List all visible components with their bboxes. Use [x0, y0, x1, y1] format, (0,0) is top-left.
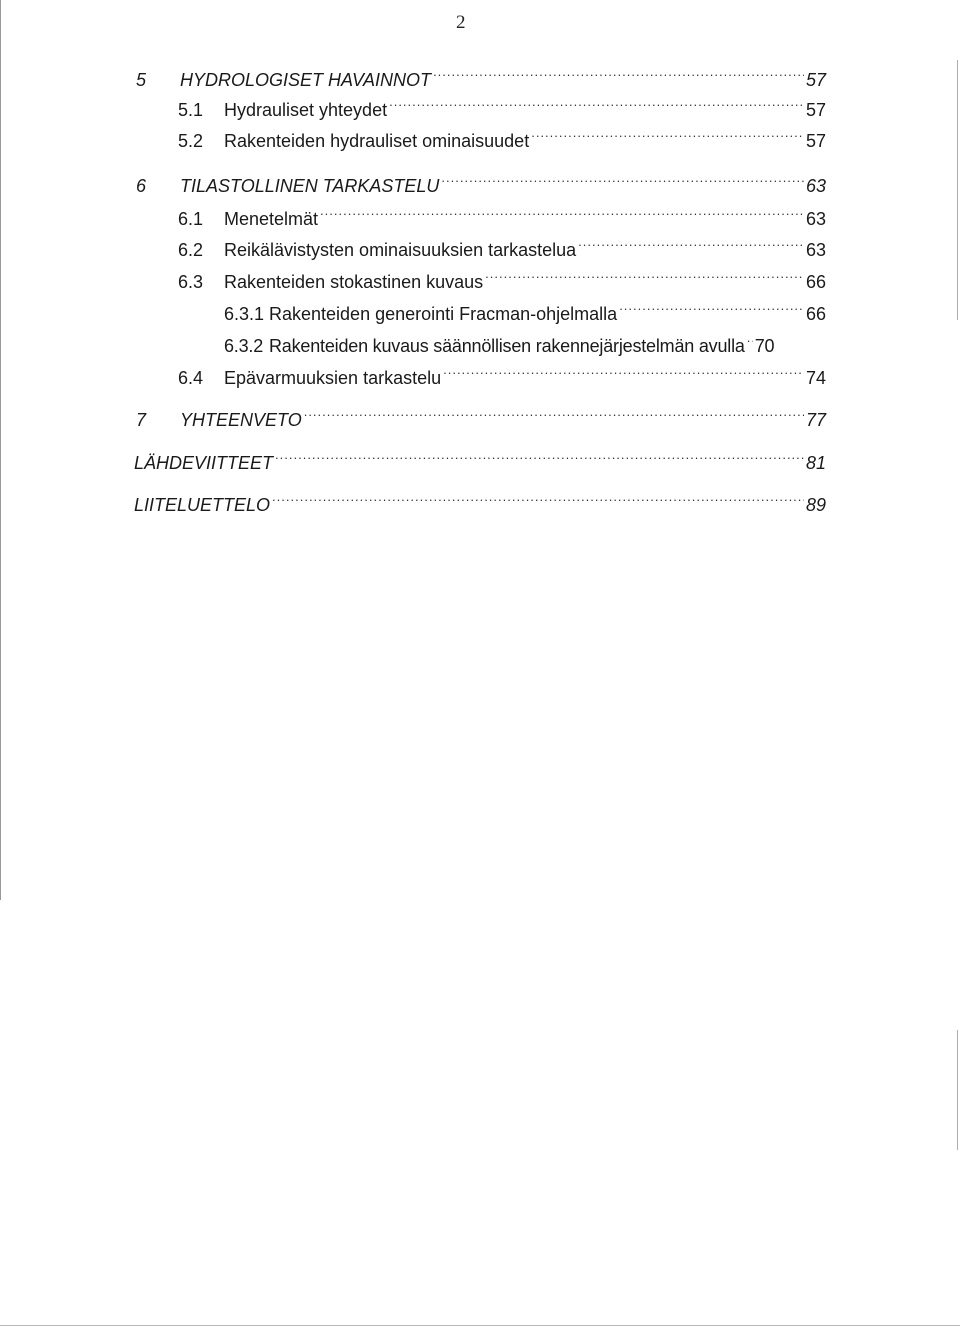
toc-entry-6-3-2[interactable]	[224, 330, 826, 357]
toc-leader-dots	[320, 203, 804, 225]
toc-entry-title: HYDROLOGISET HAVAINNOT	[180, 70, 432, 90]
toc-leader-dots	[747, 330, 753, 352]
toc-entry-number: 6	[136, 176, 147, 196]
toc-entry-title: Rakenteiden kuvaus säännöllisen rakennejärjestelmän avulla	[269, 336, 745, 356]
toc-leader-dots	[531, 125, 804, 147]
toc-entry-title: Menetelmät	[224, 209, 319, 229]
toc-entry-6-3-1[interactable]	[224, 298, 826, 325]
toc-entry-lahdeviitteet[interactable]	[134, 447, 826, 474]
toc-entry-6-2[interactable]	[178, 234, 826, 261]
toc-entry-number: 6.3.2	[224, 336, 264, 356]
toc-entry-page: 57	[805, 131, 826, 151]
toc-entry-6-4[interactable]	[178, 362, 826, 389]
toc-entry-number: 5.1	[178, 100, 204, 120]
toc-entry-title: Rakenteiden stokastinen kuvaus	[224, 272, 484, 292]
toc-leader-dots	[272, 489, 804, 511]
toc-entry-page: 66	[805, 304, 826, 324]
toc-entry-number: 5.2	[178, 131, 204, 151]
toc-entry-number: 6.3	[178, 272, 204, 292]
toc-entry-page: 74	[805, 368, 826, 388]
toc-entry-page: 57	[805, 100, 826, 120]
toc-leader-dots	[578, 234, 804, 256]
toc-entry-page: 70	[754, 336, 775, 356]
toc-entry-6-3[interactable]	[178, 266, 826, 293]
toc-entry-number: 6.3.1	[224, 304, 265, 324]
toc-entry-number: 6.2	[178, 240, 204, 260]
toc-entry-title: LIITELUETTELO	[134, 495, 271, 515]
toc-entry-title: TILASTOLLINEN TARKASTELU	[180, 176, 440, 196]
toc-leader-dots	[304, 404, 804, 426]
toc-entry-title: LÄHDEVIITTEET	[134, 453, 274, 473]
toc-entry-number: 6.4	[178, 368, 204, 388]
toc-entry-title: Rakenteiden hydrauliset ominaisuudet	[224, 131, 530, 151]
toc-leader-dots	[441, 170, 804, 192]
scan-edge-left	[0, 0, 1, 900]
toc-leader-dots	[389, 94, 804, 116]
toc-entry-page: 63	[805, 209, 826, 229]
toc-entry-page: 89	[805, 495, 826, 515]
toc-entry-title: Rakenteiden generointi Fracman-ohjelmalla	[269, 304, 618, 324]
toc-entry-7[interactable]	[136, 404, 826, 431]
scan-edge-right-lower	[957, 1030, 958, 1150]
toc-entry-number: 7	[136, 410, 147, 430]
toc-entry-page: 63	[805, 240, 826, 260]
toc-entry-5[interactable]	[136, 64, 826, 91]
toc-entry-6[interactable]	[136, 170, 826, 197]
toc-leader-dots	[443, 362, 804, 384]
toc-entry-5-2[interactable]	[178, 125, 826, 152]
toc-entry-page: 57	[805, 70, 826, 90]
toc-entry-page: 81	[805, 453, 826, 473]
scan-edge-bottom	[0, 1325, 960, 1326]
toc-entry-title: Epävarmuuksien tarkastelu	[224, 368, 442, 388]
scan-edge-right	[957, 60, 958, 320]
toc-leader-dots	[619, 298, 804, 320]
toc-entry-title: YHTEENVETO	[180, 410, 302, 430]
page-number: 2	[456, 12, 466, 33]
toc-entry-title: Hydrauliset yhteydet	[224, 100, 388, 120]
toc-entry-page: 77	[805, 410, 826, 430]
toc-entry-number: 6.1	[178, 209, 204, 229]
toc-leader-dots	[433, 64, 804, 86]
toc-leader-dots	[485, 266, 804, 288]
toc-entry-page: 66	[805, 272, 826, 292]
toc-leader-dots	[275, 447, 804, 469]
toc-entry-number: 5	[136, 70, 147, 90]
toc-entry-page: 63	[805, 176, 826, 196]
toc-entry-6-1[interactable]	[178, 203, 826, 230]
toc-entry-5-1[interactable]	[178, 94, 826, 121]
toc-entry-title: Reikälävistysten ominaisuuksien tarkastelua	[224, 240, 577, 260]
toc-entry-liiteluettelo[interactable]	[134, 489, 826, 516]
